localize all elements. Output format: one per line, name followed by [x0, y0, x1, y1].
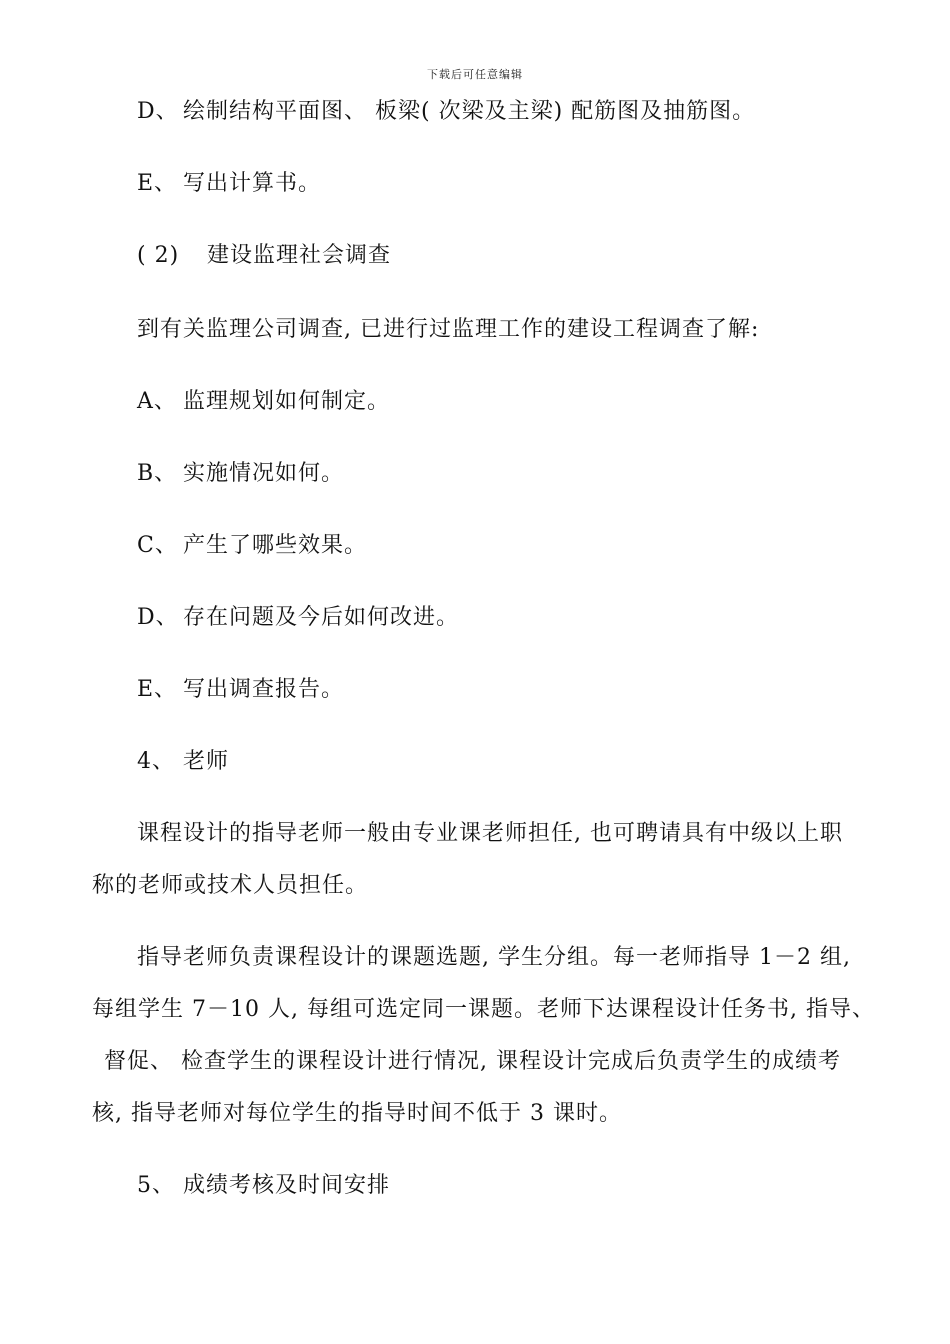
section-heading — [137, 748, 229, 776]
section-title: 老师 — [183, 749, 230, 774]
list-text: 写出调查报告。 — [183, 677, 345, 702]
list-item — [137, 388, 390, 416]
list-marker: E、 — [137, 171, 178, 196]
list-marker: A、 — [137, 389, 177, 414]
list-marker: D、 — [137, 605, 179, 630]
section-heading — [137, 1172, 390, 1200]
paragraph-line: 每组学生 7－10 人, 每组可选定同一课题。老师下达课程设计任务书, 指导、 — [92, 997, 875, 1022]
paragraph-line: 课程设计的指导老师一般由专业课老师担任, 也可聘请具有中级以上职 — [137, 821, 843, 846]
list-marker: B、 — [137, 461, 178, 486]
body-text: 到有关监理公司调查, 已进行过监理工作的建设工程调查了解: — [137, 317, 760, 342]
section-number: 5、 — [137, 1173, 175, 1198]
list-item — [137, 604, 459, 632]
body-line — [137, 316, 759, 344]
list-marker: C、 — [137, 533, 178, 558]
list-text: 实施情况如何。 — [183, 461, 345, 486]
page-header: 下载后可任意编辑 — [427, 68, 523, 81]
list-marker: D、 — [137, 99, 179, 124]
list-item — [137, 460, 344, 488]
list-text: 存在问题及今后如何改进。 — [183, 605, 460, 630]
paragraph-line: 指导老师负责课程设计的课题选题, 学生分组。每一老师指导 1－2 组, — [137, 945, 851, 970]
list-item — [137, 98, 755, 126]
paragraph-line: 称的老师或技术人员担任。 — [92, 873, 369, 898]
section-title: 建设监理社会调查 — [207, 243, 392, 268]
list-item — [137, 532, 367, 560]
list-item — [137, 676, 344, 704]
section-title: 成绩考核及时间安排 — [183, 1173, 391, 1198]
list-text: 写出计算书。 — [183, 171, 322, 196]
list-text: 监理规划如何制定。 — [183, 389, 391, 414]
list-marker: E、 — [137, 677, 178, 702]
paragraph-line: 督促、 检查学生的课程设计进行情况, 课程设计完成后负责学生的成绩考 — [104, 1049, 841, 1074]
list-item — [137, 170, 321, 198]
list-text: 绘制结构平面图、 板梁( 次梁及主梁) 配筋图及抽筋图。 — [183, 99, 756, 124]
section-number: 4、 — [137, 749, 175, 774]
list-text: 产生了哪些效果。 — [183, 533, 368, 558]
paragraph-line: 核, 指导老师对每位学生的指导时间不低于 3 课时。 — [92, 1101, 622, 1126]
section-heading — [137, 242, 391, 270]
section-number: ( 2) — [137, 243, 180, 268]
